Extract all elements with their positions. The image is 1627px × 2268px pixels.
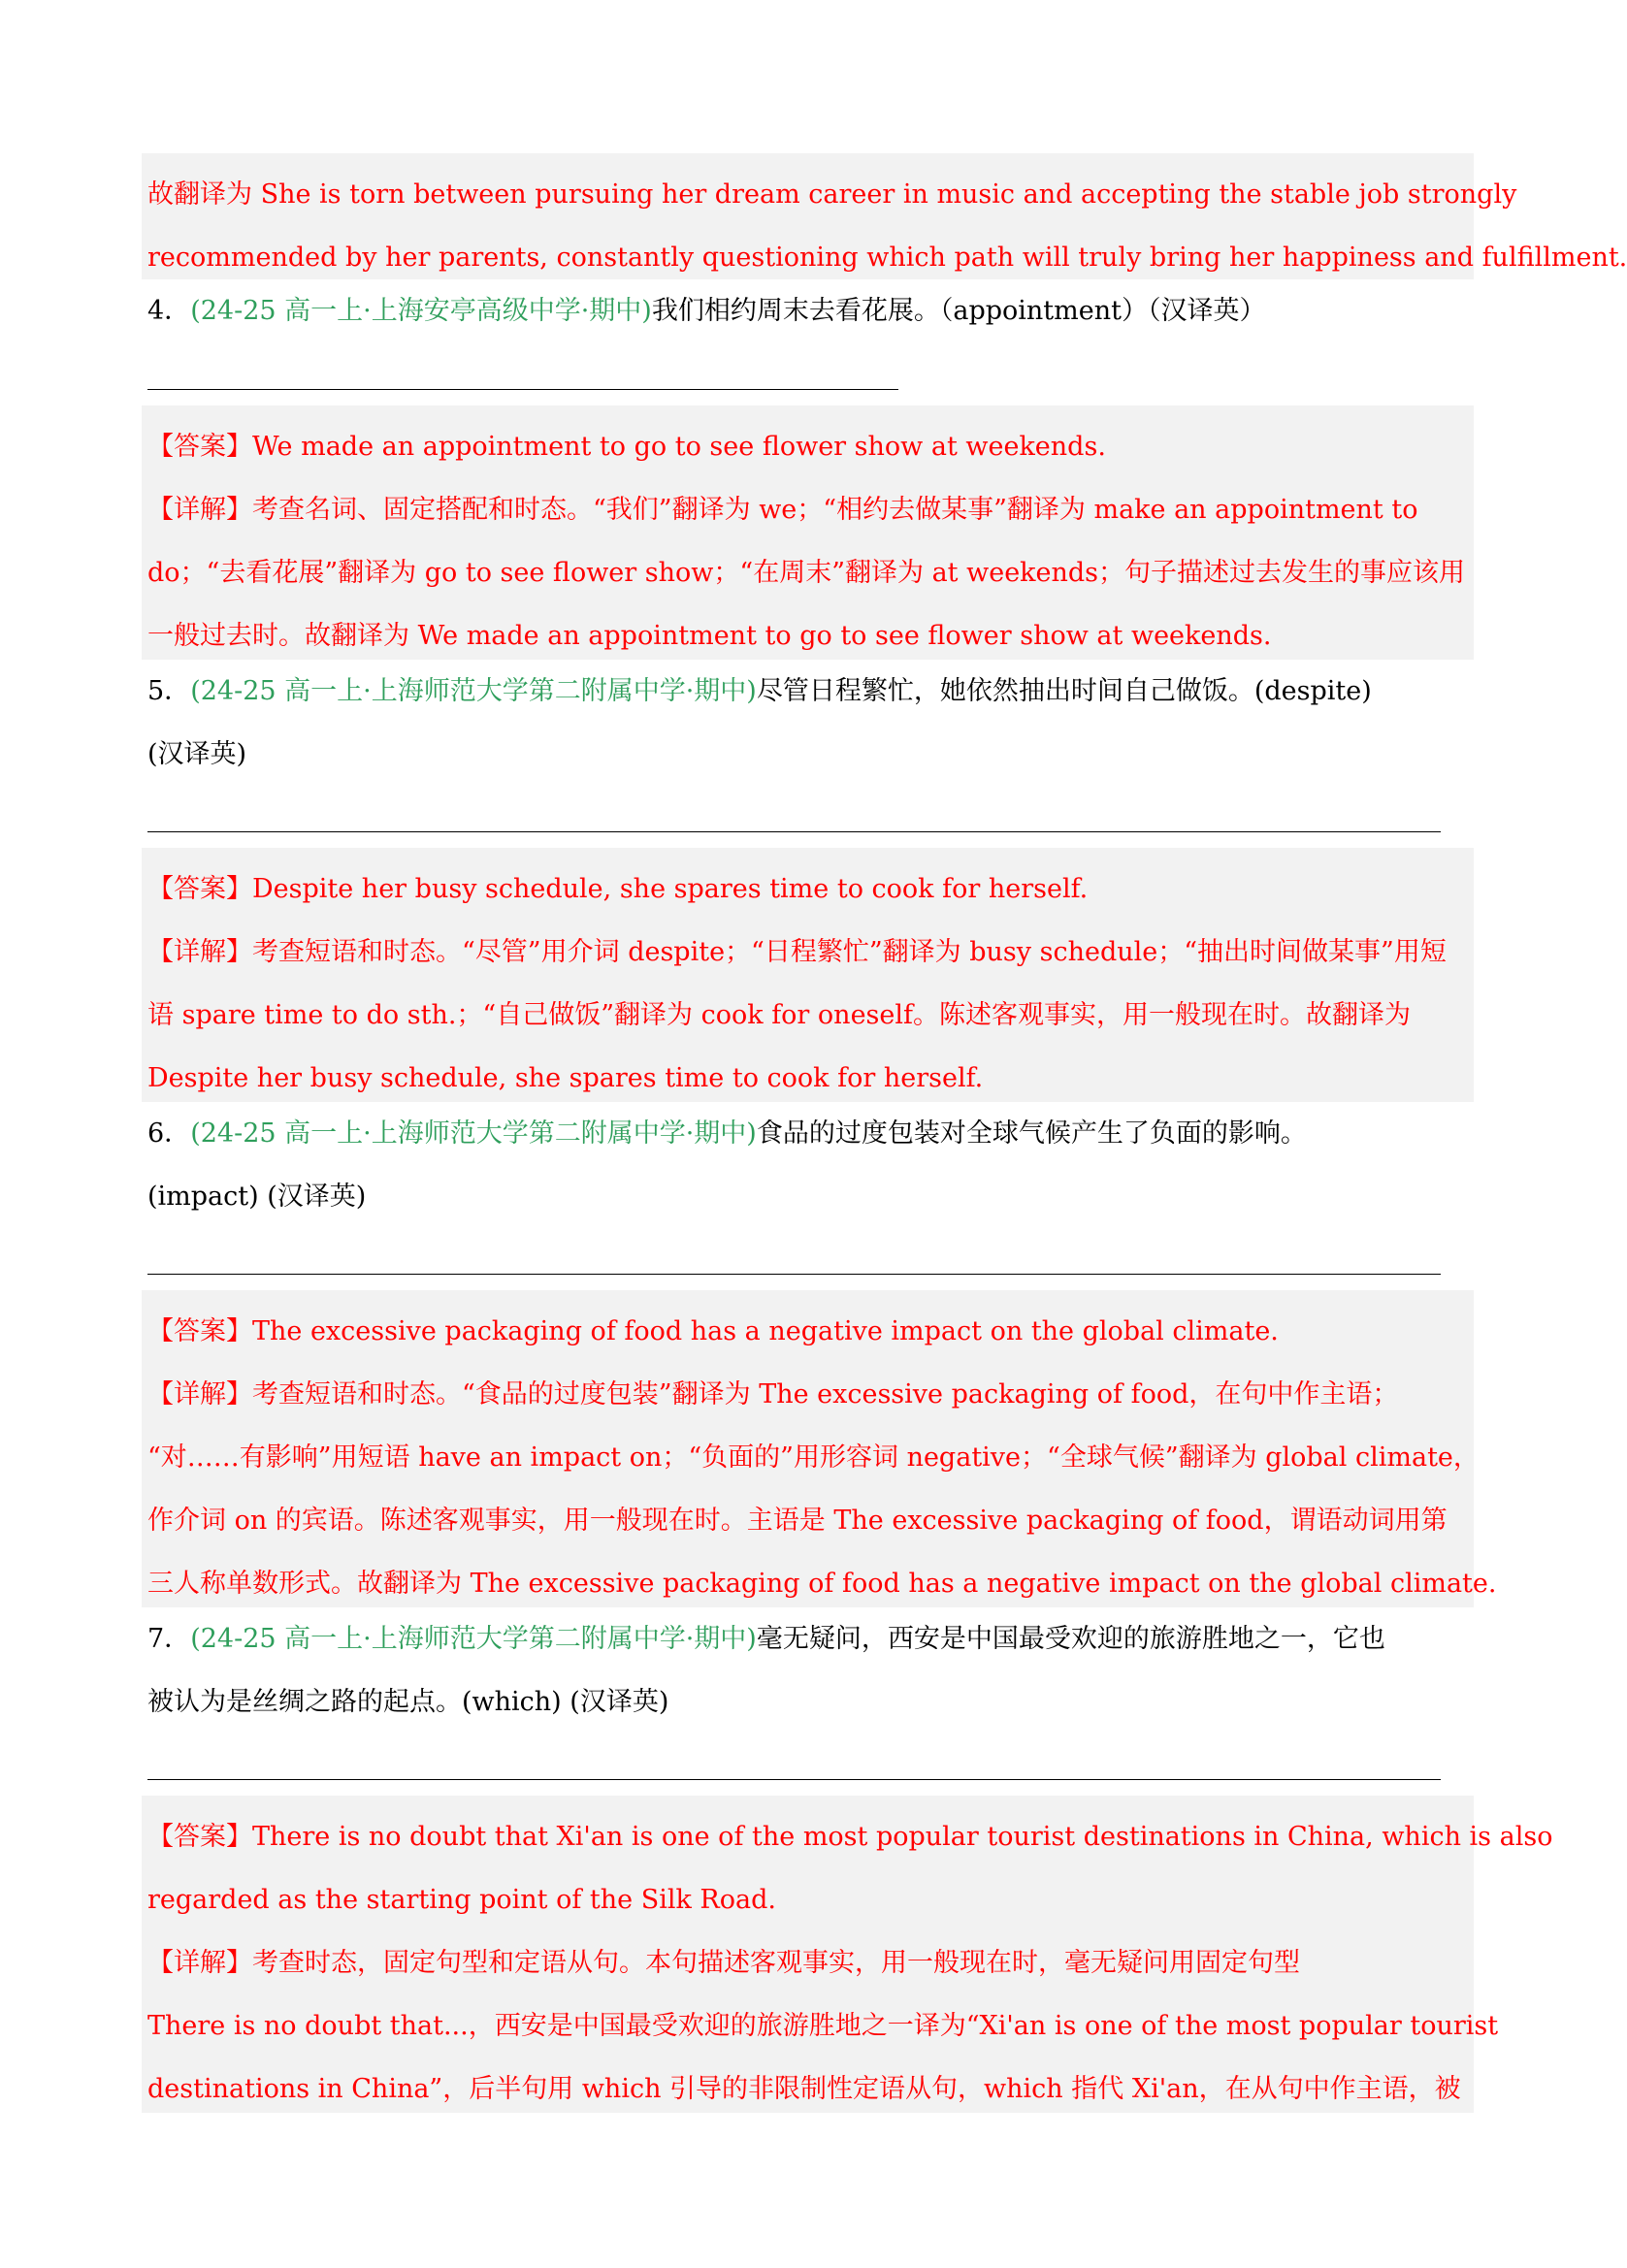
answer-box-7 [142, 1796, 1553, 2113]
detail-line: 作介词 on 的宾语。陈述客观事实，用一般现在时。主语是 The excessive packaging of food，谓语动词用第 [147, 1506, 1448, 1536]
detail-line: There is no doubt that...，西安是中国最受欢迎的旅游胜地之一译为“Xi'an is one of the most popular tourist [147, 2011, 1499, 2041]
question-line [147, 660, 1468, 723]
detail-line: 【详解】考查短语和时态。“尽管”用介词 despite；“日程繁忙”翻译为 busy schedule；“抽出时间做某事”用短 [147, 937, 1447, 967]
answer-blank-line [147, 1274, 1441, 1275]
detail-line: 【详解】考查短语和时态。“食品的过度包装”翻译为 The excessive packaging of food，在句中作主语； [147, 1379, 1399, 1409]
question-number: 6． [147, 1118, 191, 1149]
answer-blank-line [147, 389, 898, 390]
question-source: (24-25 高一上·上海安亭高级中学·期中) [190, 296, 652, 326]
detail-line: 语 spare time to do sth.；“自己做饭”翻译为 cook for oneself。陈述客观事实，用一般现在时。故翻译为 [147, 1000, 1412, 1030]
question-line [147, 1102, 1468, 1165]
answer-line: 【答案】There is no doubt that Xi'an is one of the most popular tourist destinations in China, which is also [147, 1822, 1553, 1852]
answer-box-4 [142, 405, 1474, 660]
explanation-line: 故翻译为 She is torn between pursuing her dream career in music and accepting the stable job strongly [147, 179, 1517, 210]
question-number: 4． [147, 296, 191, 326]
question-prompt: 尽管日程繁忙，她依然抽出时间自己做饭。(despite) [756, 676, 1372, 706]
question-prompt: 我们相约周末去看花展。（appointment）（汉译英） [651, 296, 1266, 326]
question-source: (24-25 高一上·上海师范大学第二附属中学·期中) [190, 1118, 757, 1149]
question-number: 5． [147, 676, 191, 706]
answer-line: 【答案】The excessive packaging of food has a negative impact on the global climate. [147, 1316, 1279, 1346]
question-line-2: 被认为是丝绸之路的起点。(which) (汉译英) [147, 1687, 669, 1717]
question-4 [147, 279, 1468, 342]
detail-line: “对……有影响”用短语 have an impact on；“负面的”用形容词 negative；“全球气候”翻译为 global climate， [147, 1442, 1480, 1473]
detail-line: 【详解】考查名词、固定搭配和时态。“我们”翻译为 we；“相约去做某事”翻译为 make an appointment to [147, 495, 1418, 525]
question-5 [147, 660, 1468, 786]
detail-line: destinations in China”，后半句用 which 引导的非限制性定语从句，which 指代 Xi'an，在从句中作主语，被 [147, 2074, 1461, 2104]
answer-box-5 [142, 848, 1474, 1102]
question-6 [147, 1102, 1468, 1228]
answer-continuation-box [142, 153, 1627, 279]
question-line-2: (impact) (汉译英) [147, 1182, 367, 1212]
answer-line: regarded as the starting point of the Silk Road. [147, 1885, 776, 1915]
detail-line: 【详解】考查时态，固定句型和定语从句。本句描述客观事实，用一般现在时，毫无疑问用固定句型 [147, 1948, 1300, 1978]
answer-line: 【答案】We made an appointment to go to see flower show at weekends. [147, 432, 1106, 462]
answer-line: 【答案】Despite her busy schedule, she spares time to cook for herself. [147, 874, 1089, 904]
question-7 [147, 1607, 1468, 1733]
answer-blank-line [147, 831, 1441, 832]
question-source: (24-25 高一上·上海师范大学第二附属中学·期中) [190, 676, 757, 706]
detail-line: do；“去看花展”翻译为 go to see flower show；“在周末”翻译为 at weekends；句子描述过去发生的事应该用 [147, 558, 1466, 588]
question-source: (24-25 高一上·上海师范大学第二附属中学·期中) [190, 1624, 757, 1654]
answer-blank-line [147, 1779, 1441, 1780]
question-prompt: 毫无疑问，西安是中国最受欢迎的旅游胜地之一，它也 [756, 1624, 1385, 1654]
question-line [147, 279, 1468, 342]
answer-box-6 [142, 1290, 1497, 1607]
question-line-2: (汉译英) [147, 739, 247, 769]
question-line [147, 1607, 1468, 1670]
explanation-line: recommended by her parents, constantly questioning which path will truly bring her happiness and fulfillment. [147, 243, 1627, 273]
question-prompt: 食品的过度包装对全球气候产生了负面的影响。 [756, 1118, 1307, 1149]
detail-line: 三人称单数形式。故翻译为 The excessive packaging of food has a negative impact on the global climate. [147, 1569, 1497, 1599]
detail-line: 一般过去时。故翻译为 We made an appointment to go to see flower show at weekends. [147, 621, 1272, 651]
detail-line: Despite her busy schedule, she spares time to cook for herself. [147, 1063, 984, 1093]
question-number: 7． [147, 1624, 191, 1654]
